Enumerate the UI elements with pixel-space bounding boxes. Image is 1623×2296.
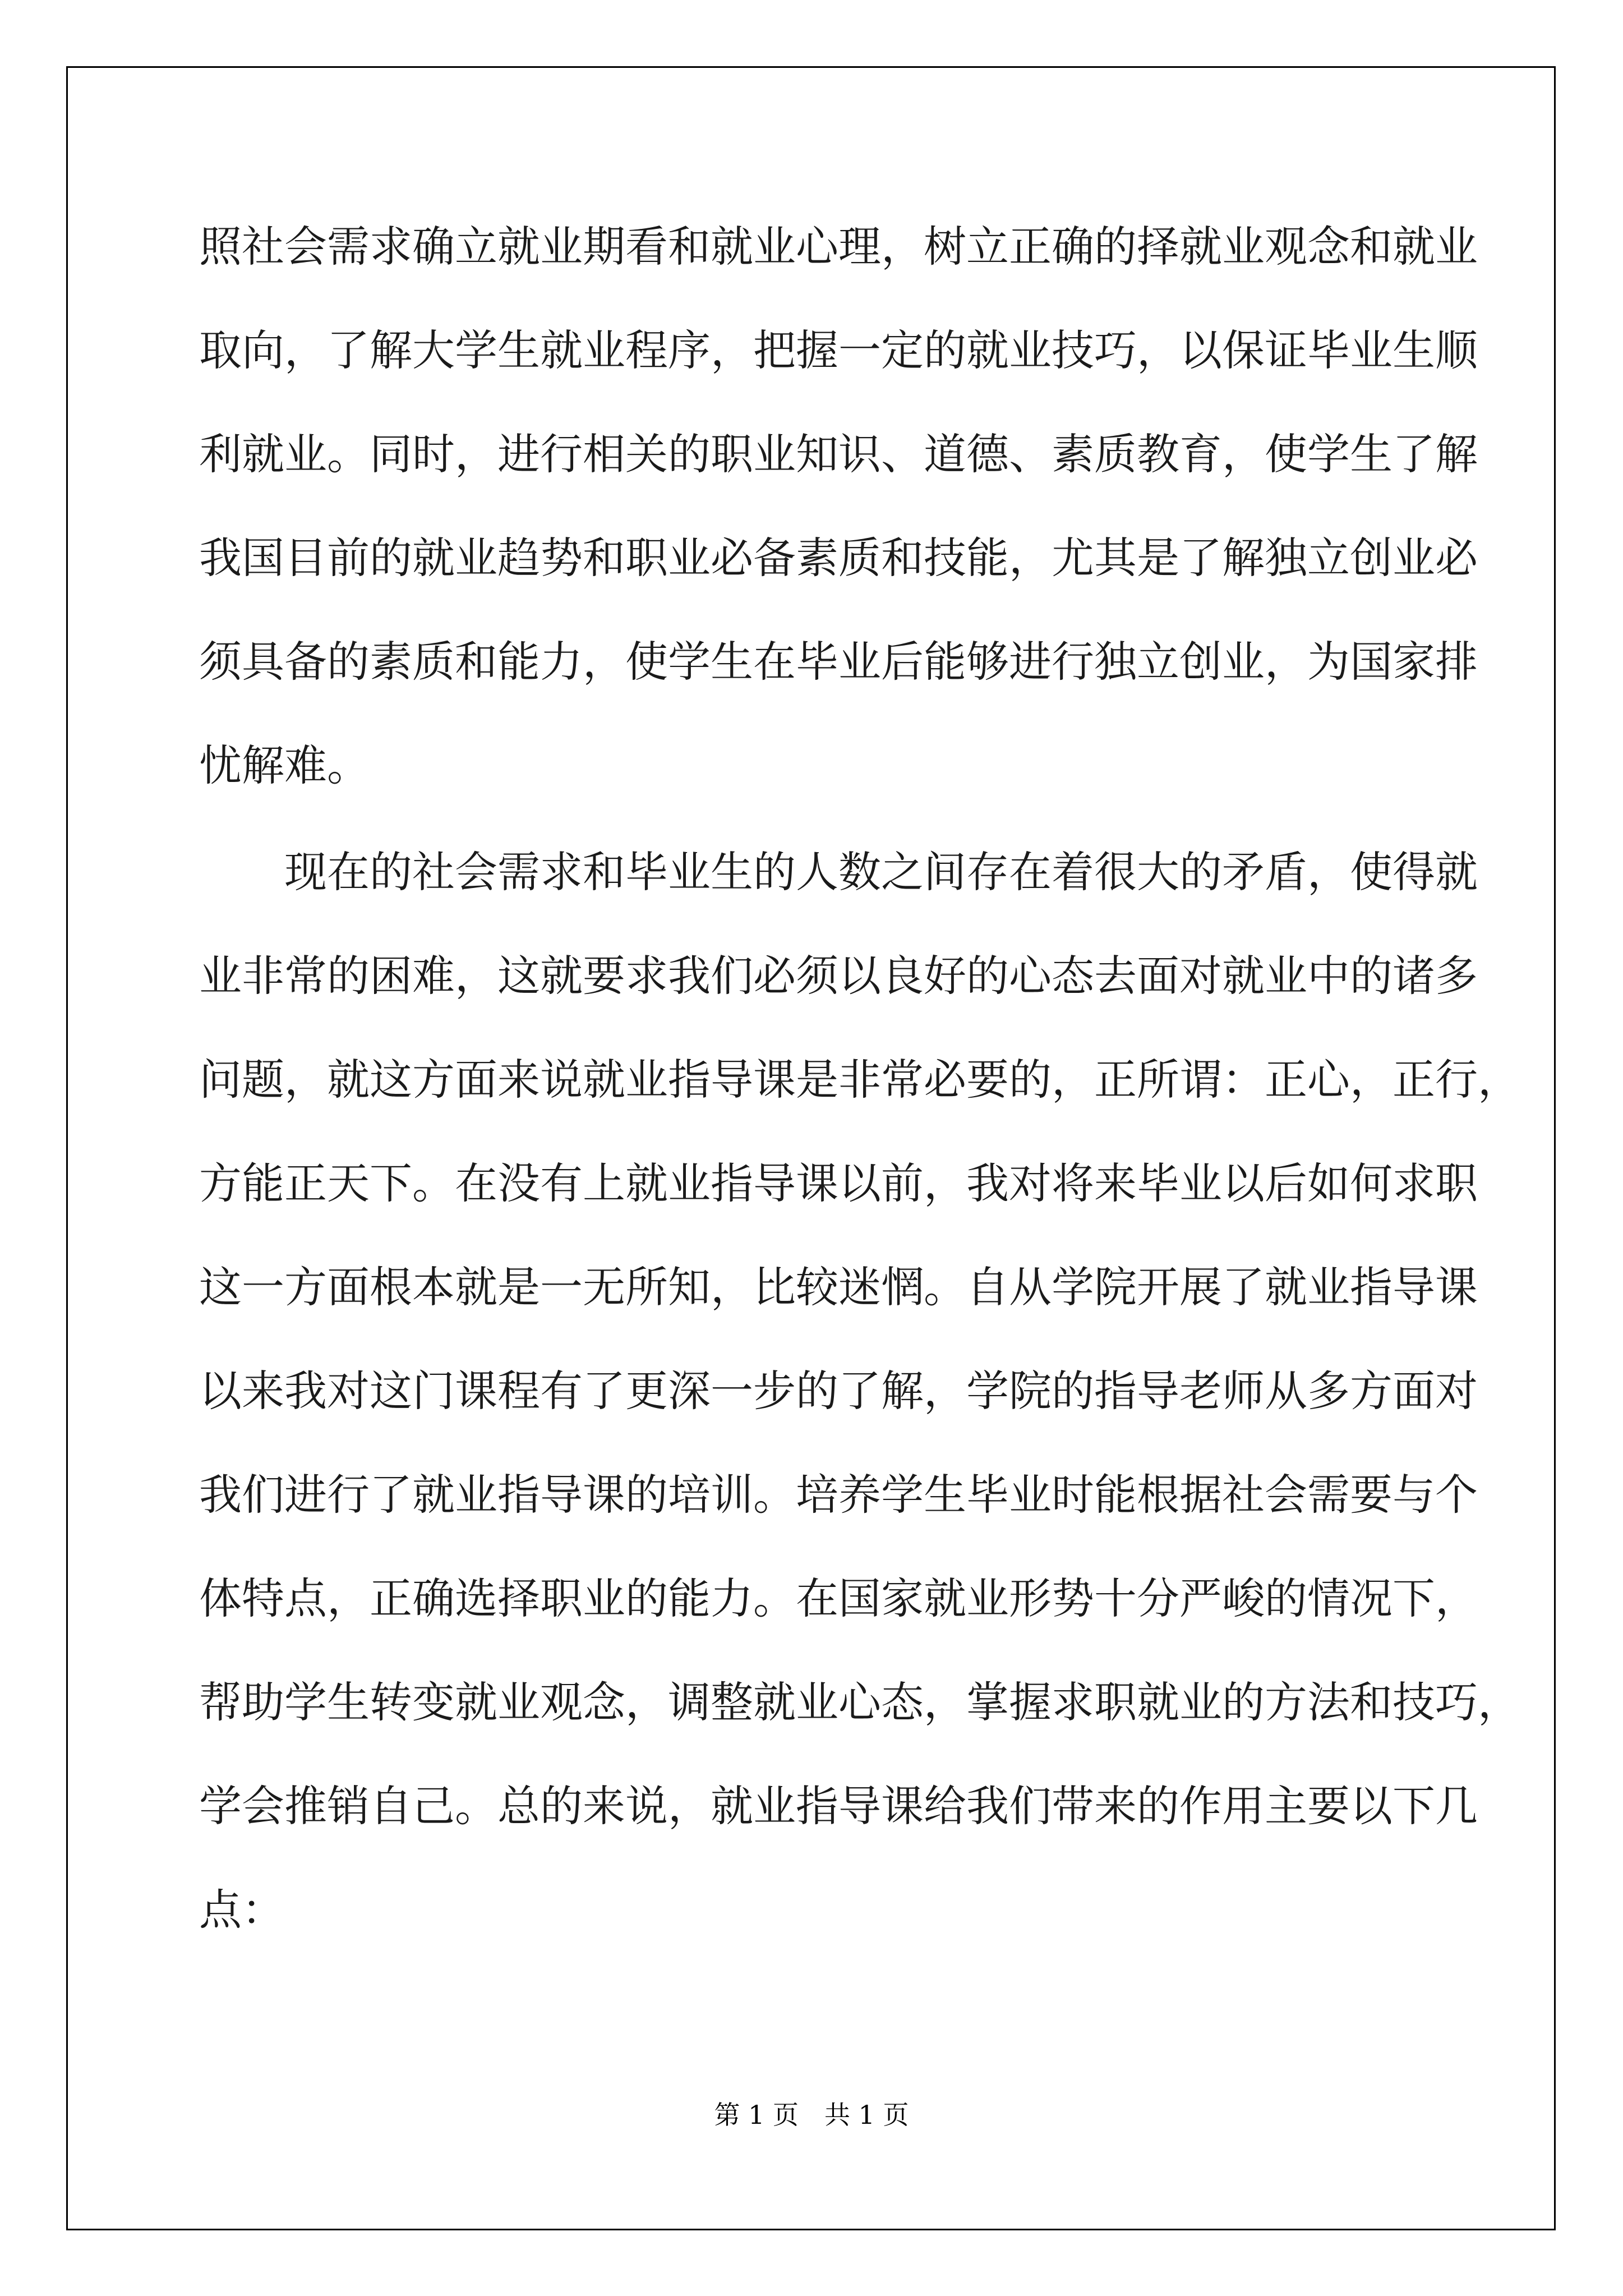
paragraph-2-line-4: 方能正天下。在没有上就业指导课以前，我对将来毕业以后如何求职 xyxy=(199,1158,1478,1208)
paragraph-2-line-7: 我们进行了就业指导课的培训。培养学生毕业时能根据社会需要与个 xyxy=(199,1470,1478,1520)
paragraph-2-line-8: 体特点，正确选择职业的能力。在国家就业形势十分严峻的情况下， xyxy=(199,1573,1478,1623)
paragraph-2-line-5: 这一方面根本就是一无所知，比较迷惘。自从学院开展了就业指导课 xyxy=(199,1262,1478,1312)
paragraph-2-line-11: 点： xyxy=(199,1885,284,1935)
paragraph-2-line-3: 问题，就这方面来说就业指导课是非常必要的，正所谓：正心，正行， xyxy=(199,1055,1520,1105)
paragraph-2-line-2: 业非常的困难，这就要求我们必须以良好的心态去面对就业中的诸多 xyxy=(199,951,1478,1001)
paragraph-2-line-10: 学会推销自己。总的来说，就业指导课给我们带来的作用主要以下几 xyxy=(199,1781,1478,1831)
paragraph-1-line-5: 须具备的素质和能力，使学生在毕业后能够进行独立创业，为国家排 xyxy=(199,637,1478,687)
paragraph-1-line-6: 忧解难。 xyxy=(199,740,370,790)
paragraph-1-line-2: 取向，了解大学生就业程序，把握一定的就业技巧，以保证毕业生顺 xyxy=(199,325,1478,375)
paragraph-1-line-4: 我国目前的就业趋势和职业必备素质和技能，尤其是了解独立创业必 xyxy=(199,533,1478,583)
paragraph-2-line-9: 帮助学生转变就业观念，调整就业心态，掌握求职就业的方法和技巧， xyxy=(199,1677,1520,1727)
page-border xyxy=(66,66,1556,2230)
paragraph-2-line-1: 现在的社会需求和毕业生的人数之间存在着很大的矛盾，使得就 xyxy=(199,847,1478,897)
paragraph-1-line-1: 照社会需求确立就业期看和就业心理，树立正确的择就业观念和就业 xyxy=(199,222,1478,272)
page-number-footer: 第 1 页 共 1 页 xyxy=(714,2100,909,2130)
paragraph-1-line-3: 利就业。同时，进行相关的职业知识、道德、素质教育，使学生了解 xyxy=(199,429,1478,479)
paragraph-2-line-6: 以来我对这门课程有了更深一步的了解，学院的指导老师从多方面对 xyxy=(199,1366,1478,1416)
